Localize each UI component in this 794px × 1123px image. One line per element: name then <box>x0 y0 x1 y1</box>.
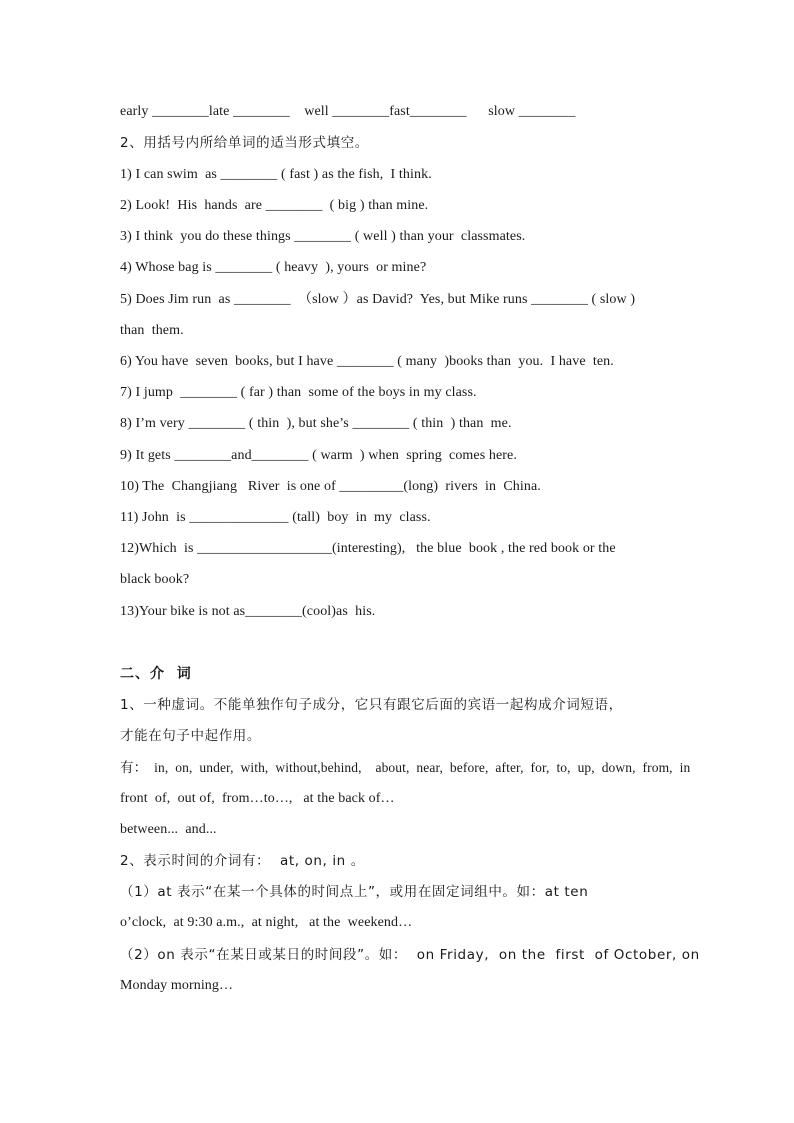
exercise-item-13: 13)Your bike is not as________(cool)as his. <box>120 604 376 619</box>
exercise-item-7: 7) I jump ________ ( far ) than some of the boys in my class. <box>120 385 477 400</box>
exercise-item-8: 8) I’m very ________ ( thin ), but she’s ________ ( thin ) than me. <box>120 416 512 431</box>
adverbs-line: early ________late ________ well ________fast________ slow ________ <box>120 104 576 119</box>
exercise-item-2: 2) Look! His hands are ________ ( big ) than mine. <box>120 198 429 213</box>
preposition-at-line2: o’clock, at 9:30 a.m., at night, at the weekend… <box>120 915 413 930</box>
section-heading-prepositions: 二、介 词 <box>120 666 192 682</box>
exercise-item-11: 11) John is ______________ (tall) boy in my class. <box>120 510 431 525</box>
preposition-list-line1: 有： in, on, under, with, without,behind, about, near, before, after, for, to, up, down, from, in <box>120 760 691 775</box>
preposition-list-line3: between... and... <box>120 822 217 837</box>
preposition-on-line2: Monday morning… <box>120 978 234 993</box>
exercise-item-12-cont: black book? <box>120 572 190 587</box>
exercise-item-6: 6) You have seven books, but I have ________ ( many )books than you. I have ten. <box>120 354 614 369</box>
exercise-item-5-cont: than them. <box>120 323 184 338</box>
preposition-list-line2: front of, out of, from…to…, at the back of… <box>120 791 395 806</box>
exercise-item-9: 9) It gets ________and________ ( warm ) when spring comes here. <box>120 448 517 463</box>
part2-instruction: 2、用括号内所给单词的适当形式填空。 <box>120 135 369 151</box>
exercise-item-12: 12)Which is ___________________(interesting), the blue book , the red book or the <box>120 541 616 556</box>
exercise-item-10: 10) The Changjiang River is one of _________(long) rivers in China. <box>120 479 541 494</box>
exercise-item-4: 4) Whose bag is ________ ( heavy ), yours or mine? <box>120 260 427 275</box>
preposition-at-line1: （1）at 表示“在某一个具体的时间点上”，或用在固定词组中。如：at ten <box>120 884 589 900</box>
preposition-on-line1: （2）on 表示“在某日或某日的时间段”。如： on Friday, on the first of October, on <box>120 947 700 963</box>
preposition-point1-line2: 才能在句子中起作用。 <box>120 728 261 744</box>
preposition-point1-line1: 1、一种虚词。不能单独作句子成分，它只有跟它后面的宾语一起构成介词短语， <box>120 697 623 713</box>
preposition-point2: 2、表示时间的介词有： at, on, in 。 <box>120 853 365 869</box>
exercise-item-5: 5) Does Jim run as ________ （slow ）as David? Yes, but Mike runs ________ ( slow ) <box>120 292 636 307</box>
exercise-item-1: 1) I can swim as ________ ( fast ) as the fish, I think. <box>120 167 432 182</box>
exercise-item-3: 3) I think you do these things ________ ( well ) than your classmates. <box>120 229 526 244</box>
